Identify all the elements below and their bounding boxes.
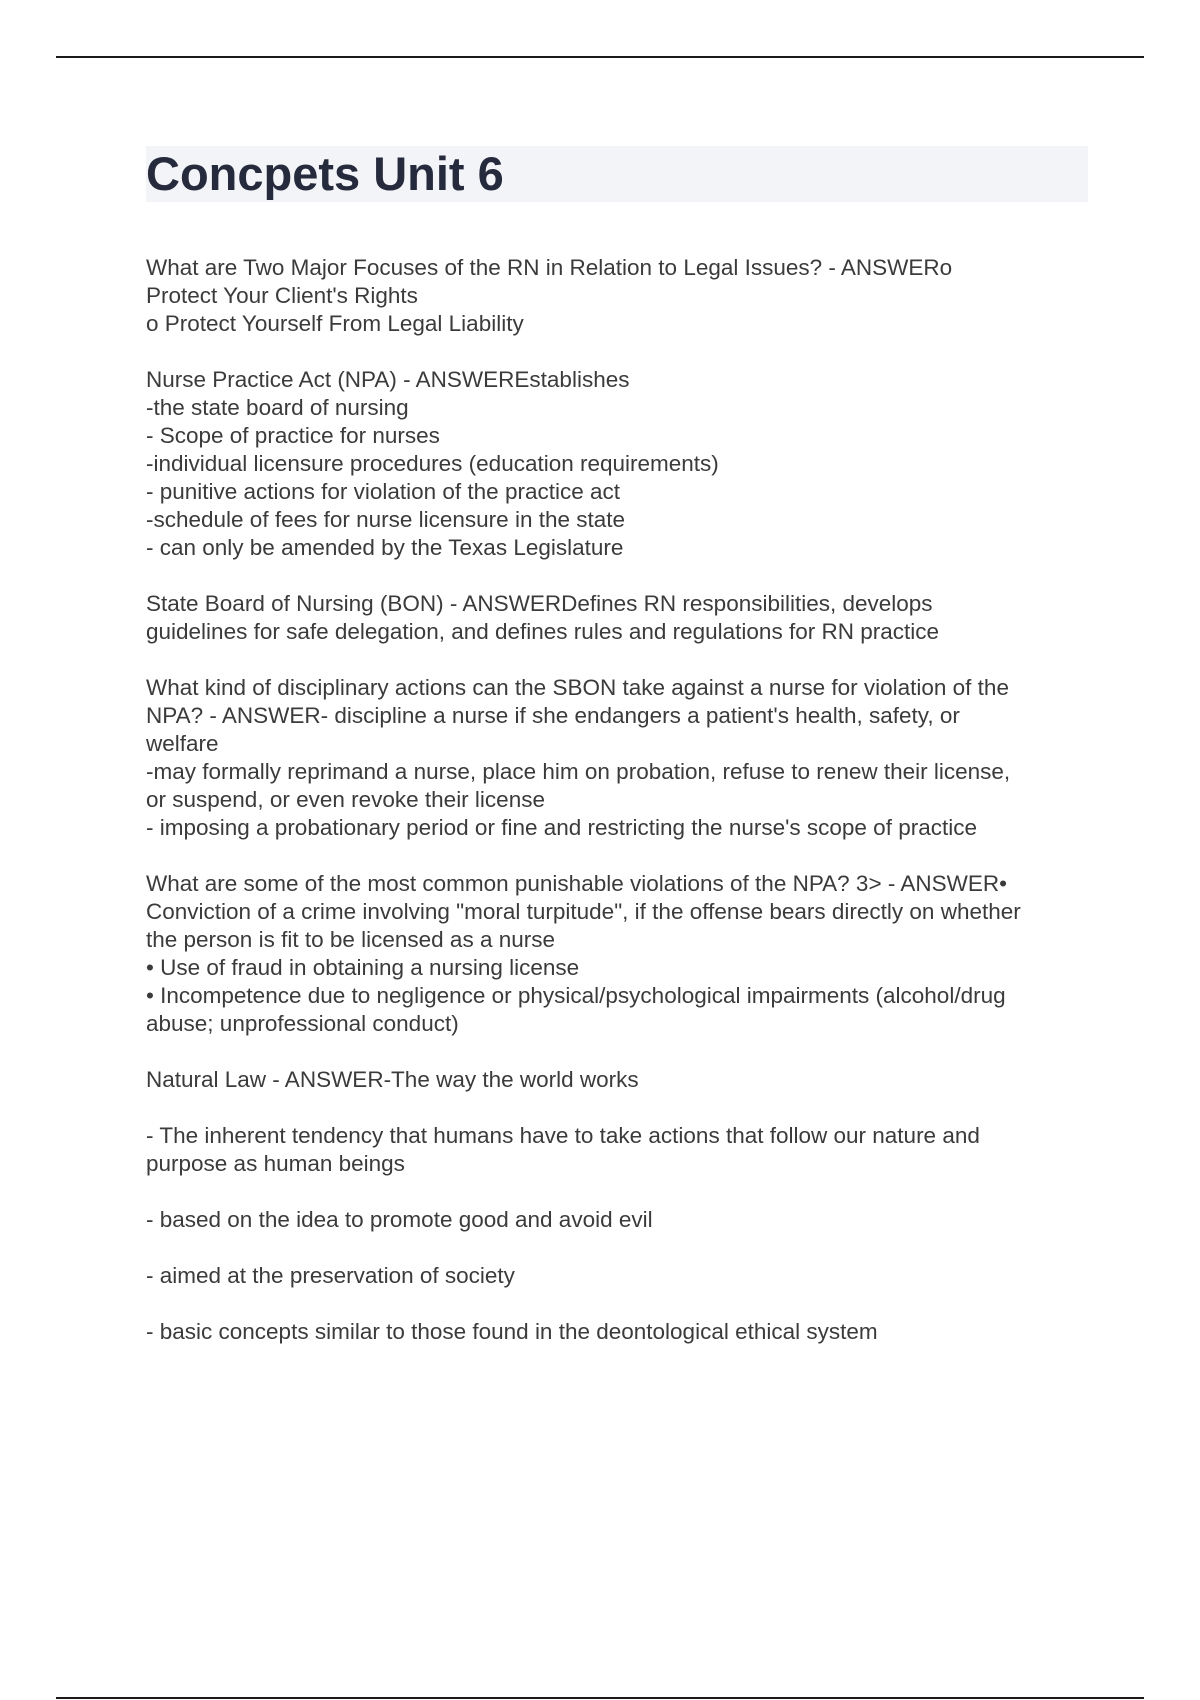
- text-line: State Board of Nursing (BON) - ANSWERDefines RN responsibilities, develops: [146, 591, 933, 616]
- qa-entry: [146, 1122, 1096, 1178]
- bottom-divider: [56, 1697, 1144, 1699]
- text-line: - Scope of practice for nurses: [146, 423, 440, 448]
- document-body: [146, 254, 1096, 1374]
- text-line: o Protect Yourself From Legal Liability: [146, 311, 524, 336]
- text-line: - punitive actions for violation of the practice act: [146, 479, 620, 504]
- qa-entry: [146, 870, 1096, 1038]
- text-line: Conviction of a crime involving "moral turpitude", if the offense bears directly on whether: [146, 899, 1021, 924]
- text-line: What kind of disciplinary actions can the SBON take against a nurse for violation of the: [146, 675, 1009, 700]
- text-line: guidelines for safe delegation, and defines rules and regulations for RN practice: [146, 619, 939, 644]
- text-line: purpose as human beings: [146, 1151, 405, 1176]
- text-line: - aimed at the preservation of society: [146, 1263, 515, 1288]
- text-line: - The inherent tendency that humans have to take actions that follow our nature and: [146, 1123, 980, 1148]
- qa-entry: [146, 254, 1096, 338]
- text-line: - can only be amended by the Texas Legislature: [146, 535, 624, 560]
- text-line: or suspend, or even revoke their license: [146, 787, 545, 812]
- text-line: -schedule of fees for nurse licensure in the state: [146, 507, 626, 532]
- text-line: - basic concepts similar to those found in the deontological ethical system: [146, 1319, 878, 1344]
- top-divider: [56, 56, 1144, 58]
- text-line: - based on the idea to promote good and avoid evil: [146, 1207, 653, 1232]
- text-line: NPA? - ANSWER- discipline a nurse if she endangers a patient's health, safety, or: [146, 703, 960, 728]
- qa-entry: [146, 1206, 1096, 1234]
- page-title: Concpets Unit 6: [146, 147, 504, 200]
- text-line: -the state board of nursing: [146, 395, 409, 420]
- text-line: welfare: [146, 731, 219, 756]
- qa-entry: [146, 1318, 1096, 1346]
- qa-entry: [146, 590, 1096, 646]
- text-line: Protect Your Client's Rights: [146, 283, 418, 308]
- text-line: abuse; unprofessional conduct): [146, 1011, 459, 1036]
- qa-entry: [146, 674, 1096, 842]
- text-line: -may formally reprimand a nurse, place him on probation, refuse to renew their license,: [146, 759, 1011, 784]
- qa-entry: [146, 1066, 1096, 1094]
- text-line: What are some of the most common punishable violations of the NPA? 3> - ANSWER•: [146, 871, 1007, 896]
- text-line: - imposing a probationary period or fine and restricting the nurse's scope of practice: [146, 815, 977, 840]
- text-line: Natural Law - ANSWER-The way the world works: [146, 1067, 639, 1092]
- text-line: • Incompetence due to negligence or physical/psychological impairments (alcohol/drug: [146, 983, 1006, 1008]
- text-line: -individual licensure procedures (education requirements): [146, 451, 719, 476]
- text-line: the person is fit to be licensed as a nurse: [146, 927, 555, 952]
- text-line: • Use of fraud in obtaining a nursing license: [146, 955, 580, 980]
- qa-entry: [146, 1262, 1096, 1290]
- text-line: What are Two Major Focuses of the RN in Relation to Legal Issues? - ANSWERo: [146, 255, 953, 280]
- text-line: Nurse Practice Act (NPA) - ANSWEREstablishes: [146, 367, 630, 392]
- qa-entry: [146, 366, 1096, 562]
